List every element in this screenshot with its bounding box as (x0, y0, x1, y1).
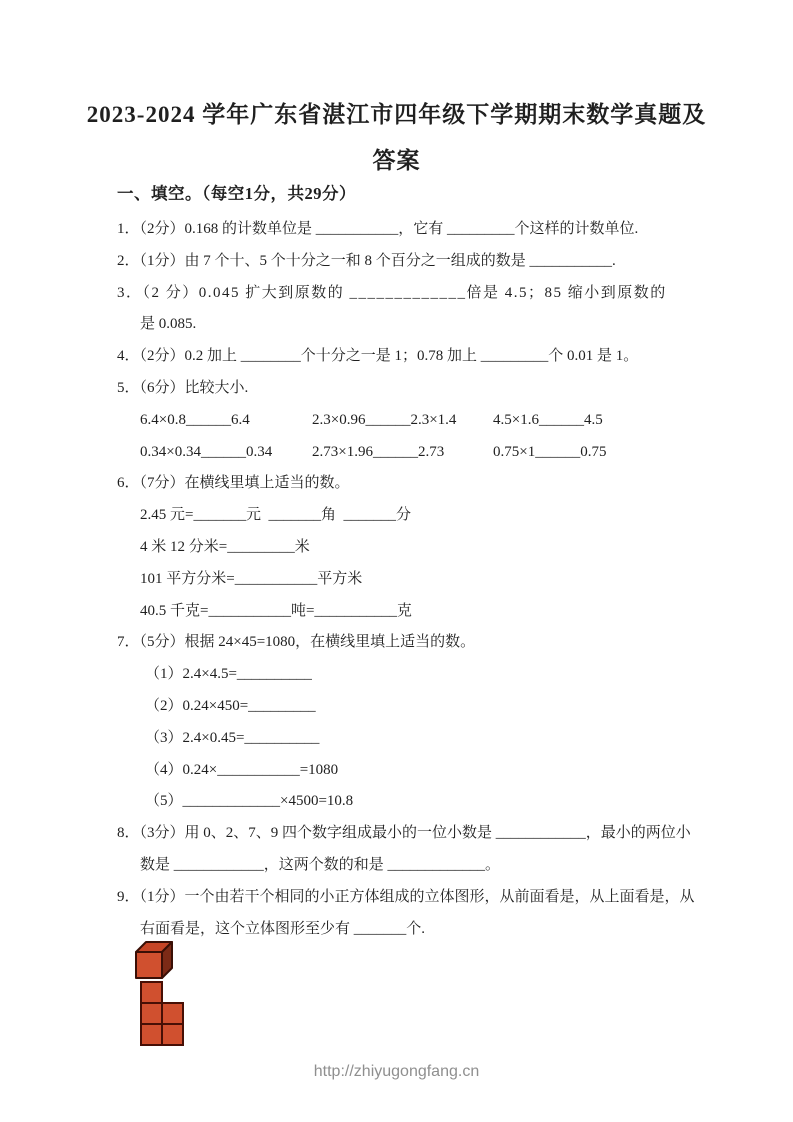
question-5-compare-row-2 (117, 437, 679, 469)
l-shape-figure (139, 980, 185, 1047)
question-3-line-2: 是 0.085. (140, 316, 197, 333)
question-7-item-5: （5）_____________×4500=10.8 (145, 793, 354, 810)
footer-watermark (0, 1058, 793, 1086)
tile (141, 1024, 162, 1045)
question-9-line-1: 9．（1分）一个由若干个相同的小正方体组成的立体图形，从前面看是，从上面看是，从 (117, 888, 695, 905)
question-3-line-1: 3．（2 分）0.045 扩大到原数的 _____________倍是 4.5；85 缩小到原数的 (117, 284, 667, 301)
cube-figure (134, 940, 178, 982)
question-7-head: 7．（5分）根据 24×45=1080，在横线里填上适当的数。 (117, 634, 476, 651)
compare-item: 0.75×1______0.75 (493, 443, 607, 460)
question-4: 4．（2分）0.2 加上 ________个十分之一是 1；0.78 加上 _________个 0.01 是 1。 (117, 348, 639, 365)
title-line-1: 2023-2024 学年广东省湛江市四年级下学期期末数学真题及 (86, 102, 707, 127)
question-7-item-1: （1）2.4×4.5=__________ (145, 666, 312, 683)
question-6-line-2: 4 米 12 分米=_________米 (140, 538, 310, 555)
compare-item: 4.5×1.6______4.5 (493, 411, 603, 428)
question-8-line-1: 8．（3分）用 0、2、7、9 四个数字组成最小的一位小数是 ____________，最小的两位小 (117, 825, 691, 842)
question-1: 1．（2分）0.168 的计数单位是 ___________，它有 _________个这样的计数单位. (117, 221, 639, 237)
question-6-line-4: 40.5 千克=___________吨=___________克 (140, 602, 412, 619)
section-header: 一、填空。（每空1分，共29分） (117, 184, 356, 203)
cube-front-face (136, 952, 162, 978)
question-5-compare-row-1 (117, 405, 679, 437)
question-6-head: 6．（7分）在横线里填上适当的数。 (117, 475, 350, 492)
question-8-line-2: 数是 ____________，这两个数的和是 _____________。 (140, 856, 501, 873)
question-9-line-2: 右面看是，这个立体图形至少有 _______个. (140, 920, 426, 937)
tile (141, 982, 162, 1003)
title-line-2: 答案 (372, 148, 421, 173)
compare-item: 2.3×0.96______2.3×1.4 (312, 411, 457, 428)
question-5-head: 5．（6分）比较大小. (117, 379, 249, 396)
compare-item: 2.73×1.96______2.73 (312, 443, 445, 460)
page-title (60, 92, 733, 184)
compare-item: 6.4×0.8______6.4 (140, 411, 250, 428)
question-7-item-3: （3）2.4×0.45=__________ (145, 729, 320, 746)
tile (141, 1003, 162, 1024)
question-7-item-2: （2）0.24×450=_________ (145, 697, 316, 714)
question-6-line-1: 2.45 元=_______元 _______角 _______分 (140, 507, 411, 524)
question-2: 2．（1分）由 7 个十、5 个十分之一和 8 个百分之一组成的数是 ___________. (117, 252, 616, 269)
question-6-line-3: 101 平方分米=___________平方米 (140, 570, 363, 587)
footer-url: http://zhiyugongfang.cn (313, 1063, 480, 1080)
questions-list (117, 214, 695, 945)
compare-item: 0.34×0.34______0.34 (140, 443, 273, 460)
question-7-item-4: （4）0.24×___________=1080 (145, 761, 339, 778)
tile (162, 1003, 183, 1024)
tile (162, 1024, 183, 1045)
